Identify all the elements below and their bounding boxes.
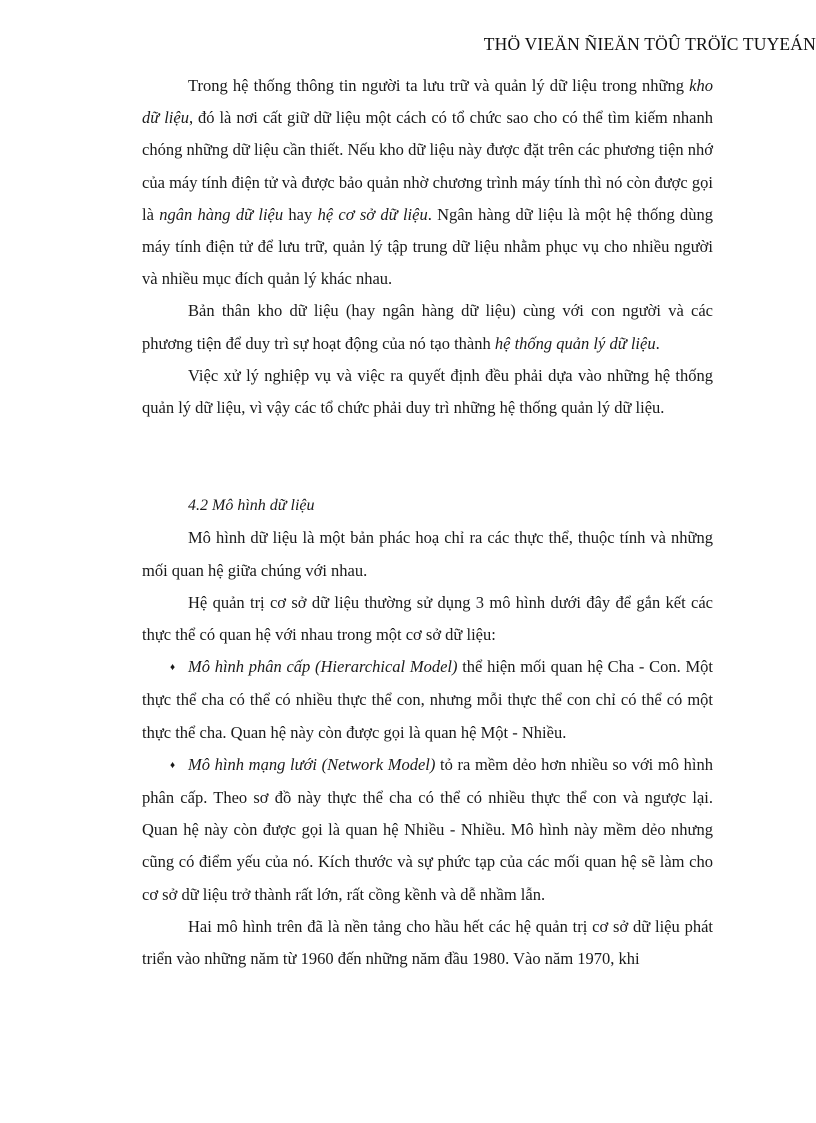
bullet-term: Mô hình phân cấp (Hierarchical Model) xyxy=(188,657,458,677)
bullet-term: Mô hình mạng lưới (Network Model) xyxy=(188,754,436,774)
bullet-text: tỏ ra mềm dẻo hơn nhiều so với mô hình phân cấp. Theo sơ đồ này thực thể cha có thể có nhiều thực thể con và ngược lại. Quan hệ này còn được gọi là quan hệ Nhiều - Nhiều. Mô hình này mềm dẻo nhưng cũng có điểm yếu của nó. Kích thước và sự phức tạp của các mối quan hệ sẽ làm cho cơ sở dữ liệu trở thành rất lớn, rất cồng kềnh và dễ nhầm lẫn. xyxy=(142,754,714,904)
paragraph-business-processing: Việc xử lý nghiệp vụ và việc ra quyết định đều phải dựa vào những hệ thống quản lý dữ liệu, vì vậy các tổ chức phải duy trì những hệ thống quản lý dữ liệu. xyxy=(142,365,713,418)
text-run: Bản thân kho dữ liệu (hay ngân hàng dữ liệu) cùng với con người và các phương tiện để duy trì sự hoạt động của nó tạo thành xyxy=(142,301,713,353)
term-ngan-hang-du-lieu: ngân hàng dữ liệu xyxy=(159,204,284,224)
bullet-diamond-icon: ♦ xyxy=(170,662,176,674)
bullet-hierarchical-model xyxy=(142,651,713,749)
text-run: . Ngân hàng dữ liệu là một hệ thống dùng máy tính điện tử để lưu trữ, quản lý tập trung dữ liệu nhằm phục vụ cho nhiều người và nhiều mục đích quản lý khác nhau. xyxy=(142,204,714,289)
paragraph-data-model-definition: Mô hình dữ liệu là một bản phác hoạ chỉ ra các thực thể, thuộc tính và những mối quan hệ giữa chúng với nhau. xyxy=(142,528,713,580)
term-he-co-so-du-lieu: hệ cơ sở dữ liệu xyxy=(317,204,428,224)
paragraph-history: Hai mô hình trên đã là nền tảng cho hầu hết các hệ quản trị cơ sở dữ liệu phát triển vào những năm từ 1960 đến những năm đầu 1980. Vào năm 1970, khi xyxy=(142,916,713,969)
paragraph-data-storage xyxy=(142,70,713,295)
bullet-network-model xyxy=(142,749,713,911)
document-body xyxy=(142,70,713,975)
section-spacer xyxy=(142,424,713,490)
bullet-text: thể hiện mối quan hệ Cha - Con. Một thực thể cha có thể có nhiều thực thể con, nhưng mỗi thực thể con chỉ có thể có một thực thể cha. Quan hệ này còn được gọi là quan hệ Một - Nhiều. xyxy=(142,657,713,742)
term-kho-du-lieu: kho dữ liệu xyxy=(142,76,713,128)
paragraph-three-models-intro: Hệ quản trị cơ sở dữ liệu thường sử dụng 3 mô hình dưới đây để gắn kết các thực thể có quan hệ với nhau trong một cơ sở dữ liệu: xyxy=(142,592,713,645)
term-he-thong-quan-ly-du-lieu: hệ thống quản lý dữ liệu xyxy=(494,333,656,353)
page-header: THÖ VIEÄN ÑIEÄN TÖÛ TRÖÏC TUYEÁN xyxy=(483,34,816,54)
paragraph-data-management-system xyxy=(142,295,713,359)
text-run: , đó là nơi cất giữ dữ liệu một cách có tổ chức sao cho có thể tìm kiếm nhanh chóng những dữ liệu cần thiết. Nếu kho dữ liệu này được đặt trên các phương tiện nhớ của máy tính điện tử và được bảo quản nhờ chương trình máy tính thì nó còn được gọi là xyxy=(142,108,713,224)
section-heading: 4.2 Mô hình dữ liệu xyxy=(188,497,315,515)
text-run: hay xyxy=(283,204,318,224)
text-run: . xyxy=(655,333,660,353)
bullet-diamond-icon: ♦ xyxy=(170,759,176,771)
text-run: Trong hệ thống thông tin người ta lưu trữ và quản lý dữ liệu trong những xyxy=(188,76,690,95)
